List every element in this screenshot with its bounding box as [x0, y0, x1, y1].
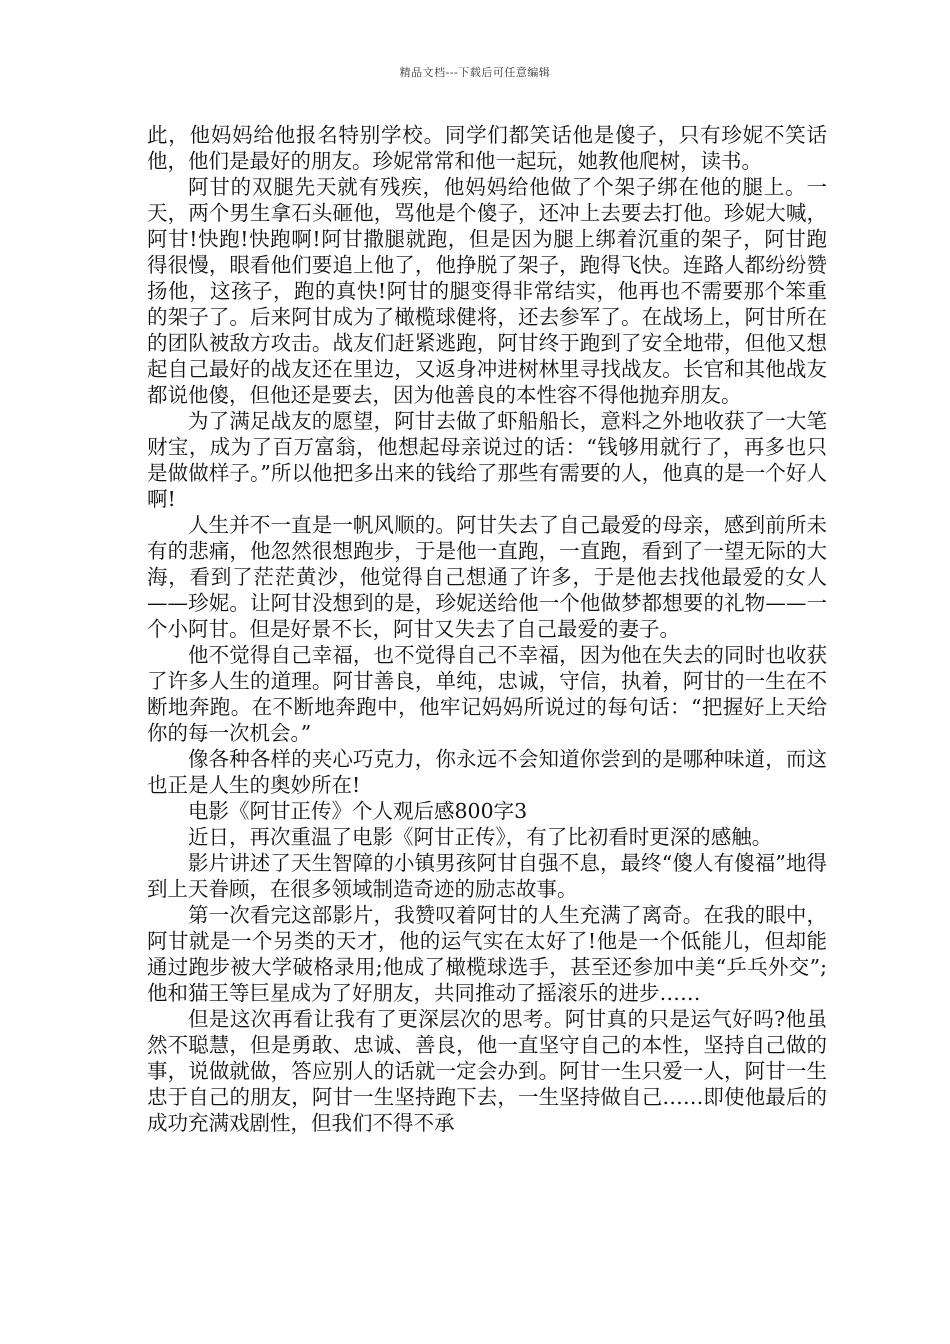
page-header: 精品文档---下载后可任意编辑: [399, 66, 551, 79]
paragraph: 但是这次再看让我有了更深层次的思考。阿甘真的只是运气好吗?他虽然不聪慧，但是勇敢、忠诚、善良，他一直坚守自己的本性，坚持自己做的事，说做就做，答应别人的话就一定会办到。阿甘一生只爱一人，阿甘一生忠于自己的朋友，阿甘一生坚持跑下去，一生坚持做自己……即使他最后的成功充满戏剧性，但我们不得不承: [147, 1007, 827, 1135]
paragraph: 影片讲述了天生智障的小镇男孩阿甘自强不息，最终“傻人有傻福”地得到上天眷顾，在很多领域制造奇迹的励志故事。: [147, 851, 827, 901]
document-body: [147, 122, 827, 1136]
paragraph: 人生并不一直是一帆风顺的。阿甘失去了自己最爱的母亲，感到前所未有的悲痛，他忽然很想跑步，于是他一直跑，一直跑，看到了一望无际的大海，看到了茫茫黄沙，他觉得自己想通了许多，于是他去找他最爱的女人——珍妮。让阿甘没想到的是，珍妮送给他一个他做梦都想要的礼物——一个小阿甘。但是好景不长，阿甘又失去了自己最爱的妻子。: [147, 513, 827, 641]
paragraph: 为了满足战友的愿望，阿甘去做了虾船船长，意料之外地收获了一大笔财宝，成为了百万富翁，他想起母亲说过的话：“钱够用就行了，再多也只是做做样子。”所以他把多出来的钱给了那些有需要的人，他真的是一个好人啊!: [147, 409, 827, 511]
section-heading: 电影《阿甘正传》个人观后感800字3: [188, 799, 528, 823]
paragraph: 他不觉得自己幸福，也不觉得自己不幸福，因为他在失去的同时也收获了许多人生的道理。阿甘善良，单纯，忠诚，守信，执着，阿甘的一生在不断地奔跑。在不断地奔跑中，他牢记妈妈所说过的每句话：“把握好上天给你的每一次机会。”: [147, 643, 827, 745]
paragraph: 此，他妈妈给他报名特别学校。同学们都笑话他是傻子，只有珍妮不笑话他，他们是最好的朋友。珍妮常常和他一起玩，她教他爬树，读书。: [147, 123, 827, 173]
paragraph: 像各种各样的夹心巧克力，你永远不会知道你尝到的是哪种味道，而这也正是人生的奥妙所在!: [147, 747, 827, 797]
paragraph: 阿甘的双腿先天就有残疾，他妈妈给他做了个架子绑在他的腿上。一天，两个男生拿石头砸他，骂他是个傻子，还冲上去要去打他。珍妮大喊，阿甘!快跑!快跑啊!阿甘撒腿就跑，但是因为腿上绑着沉重的架子，阿甘跑得很慢，眼看他们要追上他了，他挣脱了架子，跑得飞快。连路人都纷纷赞扬他，这孩子，跑的真快!阿甘的腿变得非常结实，他再也不需要那个笨重的架子了。后来阿甘成为了橄榄球健将，还去参军了。在战场上，阿甘所在的团队被敌方攻击。战友们赶紧逃跑，阿甘终于跑到了安全地带，但他又想起自己最好的战友还在里边，又返身冲进树林里寻找战友。长官和其他战友都说他傻，但他还是要去，因为他善良的本性容不得他抛弃朋友。: [147, 175, 827, 407]
paragraph: 近日，再次重温了电影《阿甘正传》，有了比初看时更深的感触。: [188, 825, 773, 849]
paragraph: 第一次看完这部影片，我赞叹着阿甘的人生充满了离奇。在我的眼中，阿甘就是一个另类的天才，他的运气实在太好了!他是一个低能儿，但却能通过跑步被大学破格录用;他成了橄榄球选手，甚至还参加中美“乒乓外交”;他和猫王等巨星成为了好朋友，共同推动了摇滚乐的进步……: [147, 903, 827, 1005]
